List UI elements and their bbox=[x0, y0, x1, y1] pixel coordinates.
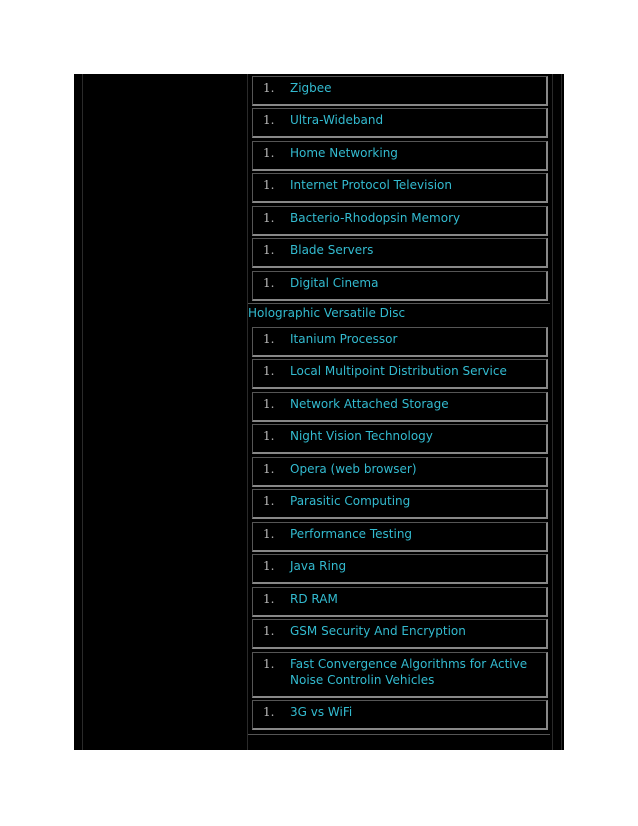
topic-link[interactable]: Parasitic Computing bbox=[290, 494, 411, 508]
topic-link[interactable]: Blade Servers bbox=[290, 243, 374, 257]
topic-list-item bbox=[252, 238, 548, 268]
right-border-column bbox=[552, 74, 562, 750]
topic-list-item bbox=[252, 424, 548, 454]
topic-link[interactable]: Digital Cinema bbox=[290, 276, 379, 290]
topic-list-item bbox=[252, 587, 548, 617]
topic-link[interactable]: Home Networking bbox=[290, 146, 398, 160]
topic-list-item bbox=[252, 76, 548, 106]
topic-list-item bbox=[252, 489, 548, 519]
topic-list-column bbox=[248, 74, 550, 750]
list-number: 1. bbox=[263, 397, 275, 411]
list-number: 1. bbox=[263, 705, 275, 719]
list-number: 1. bbox=[263, 364, 275, 378]
list-number: 1. bbox=[263, 429, 275, 443]
list-number: 1. bbox=[263, 276, 275, 290]
topic-list-item bbox=[252, 206, 548, 236]
list-number: 1. bbox=[263, 462, 275, 476]
topic-link[interactable]: Internet Protocol Television bbox=[290, 178, 452, 192]
list-number: 1. bbox=[263, 243, 275, 257]
list-number: 1. bbox=[263, 178, 275, 192]
topic-link[interactable]: RD RAM bbox=[290, 592, 338, 606]
topic-list-item bbox=[252, 392, 548, 422]
divider bbox=[248, 303, 550, 304]
topic-link[interactable]: Bacterio-Rhodopsin Memory bbox=[290, 211, 461, 225]
topic-link[interactable]: Opera (web browser) bbox=[290, 462, 417, 476]
topic-list-item bbox=[252, 619, 548, 649]
topic-link[interactable]: Performance Testing bbox=[290, 527, 413, 541]
topic-list-item bbox=[252, 700, 548, 730]
section-heading[interactable]: Holographic Versatile Disc bbox=[248, 306, 406, 320]
list-number: 1. bbox=[263, 146, 275, 160]
topic-link[interactable]: Ultra-Wideband bbox=[290, 113, 384, 127]
topic-list-item bbox=[252, 271, 548, 301]
topic-link[interactable]: Zigbee bbox=[290, 81, 332, 95]
topic-link[interactable]: Itanium Processor bbox=[290, 332, 398, 346]
topic-list-item bbox=[252, 652, 548, 698]
topic-link[interactable]: Fast Convergence Algorithms for Active Noise Controlin Vehicles bbox=[290, 657, 528, 687]
topic-link[interactable]: Local Multipoint Distribution Service bbox=[290, 364, 507, 378]
divider bbox=[248, 734, 550, 735]
topic-list-item bbox=[252, 141, 548, 171]
topic-link[interactable]: Network Attached Storage bbox=[290, 397, 449, 411]
topic-link[interactable]: Java Ring bbox=[290, 559, 347, 573]
topic-link[interactable]: 3G vs WiFi bbox=[290, 705, 353, 719]
list-number: 1. bbox=[263, 211, 275, 225]
topic-list-item bbox=[252, 108, 548, 138]
list-number: 1. bbox=[263, 624, 275, 638]
list-number: 1. bbox=[263, 592, 275, 606]
topic-list-item bbox=[252, 327, 548, 357]
left-column bbox=[82, 74, 248, 750]
topic-list-item bbox=[252, 522, 548, 552]
topic-list-item bbox=[252, 359, 548, 389]
list-number: 1. bbox=[263, 113, 275, 127]
topic-list-item bbox=[252, 173, 548, 203]
list-number: 1. bbox=[263, 494, 275, 508]
topic-list-item bbox=[252, 554, 548, 584]
topic-link[interactable]: Night Vision Technology bbox=[290, 429, 433, 443]
list-number: 1. bbox=[263, 332, 275, 346]
list-number: 1. bbox=[263, 527, 275, 541]
list-number: 1. bbox=[263, 657, 275, 671]
list-number: 1. bbox=[263, 81, 275, 95]
topic-list-item bbox=[252, 457, 548, 487]
document-table bbox=[74, 74, 564, 750]
list-number: 1. bbox=[263, 559, 275, 573]
topic-link[interactable]: GSM Security And Encryption bbox=[290, 624, 466, 638]
